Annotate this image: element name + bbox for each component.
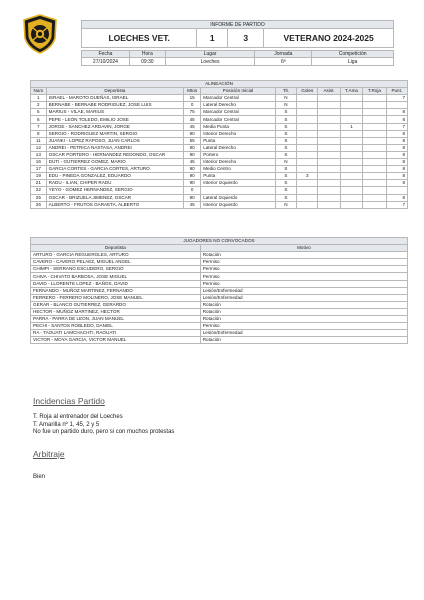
lineup-cell: 13 [31,151,47,158]
lineup-cell [297,109,318,116]
table-row [31,201,408,208]
table-row [31,280,408,287]
lineup-cell [318,123,340,130]
table-row [31,159,408,166]
lineup-cell: N [275,95,296,102]
lineup-col-header: Asist. [318,88,340,95]
not-called-cell: Lesión/Enfermedad [200,330,407,337]
table-row [31,137,408,144]
lineup-cell: 16 [31,159,47,166]
lineup-cell [318,130,340,137]
lineup-cell [318,180,340,187]
lineup-cell: S [275,130,296,137]
match-info-table [81,50,394,66]
table-row [31,187,408,194]
not-called-cell: CHIMPI - SERRANO ESCUDERO, SERGIO [31,266,201,273]
lineup-cell [297,137,318,144]
lineup-cell [386,102,407,109]
info-value: Loeches [165,58,255,66]
lineup-cell: ISRAEL - MAROTO DUEÑAS, ISRAEL [46,95,183,102]
lineup-cell [297,194,318,201]
lineup-cell [318,201,340,208]
lineup-cell: OSCAR - BRIZUELA JIMENEZ, OSCAR [46,194,183,201]
lineup-cell: S [275,166,296,173]
incident-line: No fue un partido duro, pero si con muchos protestas [33,429,175,435]
refereeing-heading: Arbitraje [33,449,65,459]
lineup-cell [363,173,386,180]
lineup-cell [340,166,362,173]
lineup-cell [363,180,386,187]
lineup-cell: 26 [31,201,47,208]
lineup-cell: Media Punta [201,123,276,130]
lineup-cell: Punta [201,137,276,144]
lineup-cell: Marcador Central [201,116,276,123]
lineup-cell: 90 [184,144,201,151]
home-team: LOECHES VET. [82,29,197,48]
not-called-cell: DAVID - LLORENTE LOPEZ - BAÑOS, DAVID [31,280,201,287]
lineup-cell: 45 [184,123,201,130]
lineup-cell [363,102,386,109]
lineup-cell: 8 [386,151,407,158]
not-called-cell: Permiso [200,280,407,287]
table-row [31,287,408,294]
lineup-cell: 90 [184,166,201,173]
lineup-cell [340,180,362,187]
lineup-cell: 19 [31,173,47,180]
lineup-table [30,80,408,209]
lineup-cell: Medio Centro [201,166,276,173]
not-called-cell: Rotación [200,337,407,344]
lineup-cell: 0 [184,187,201,194]
table-row [31,330,408,337]
lineup-col-header: Mtos [184,88,201,95]
lineup-cell [340,109,362,116]
lineup-cell: SERGIO - RODRIGUEZ MARTIN, SERGIO [46,130,183,137]
lineup-cell [363,116,386,123]
lineup-cell: 0 [184,102,201,109]
lineup-cell [363,130,386,137]
table-row [31,151,408,158]
lineup-cell [340,130,362,137]
lineup-cell [297,130,318,137]
table-row [31,144,408,151]
lineup-cell [297,116,318,123]
lineup-cell [318,102,340,109]
lineup-cell [318,173,340,180]
lineup-col-header: T.Roja [363,88,386,95]
lineup-cell: 5 [31,109,47,116]
not-called-cell: FERNANDO - MUÑOZ MARTINEZ, FERNANDO [31,287,201,294]
not-called-cell: PARRA - PARRA DE LEON, JUAN MANUEL [31,316,201,323]
info-label: Lugar [165,51,255,58]
info-value: 27/10/2024 [82,58,130,66]
lineup-cell: 75 [184,109,201,116]
lineup-cell: 8 [31,130,47,137]
not-called-cell: Permiso [200,323,407,330]
table-row [31,337,408,344]
lineup-cell [318,159,340,166]
lineup-col-header: Deportista [46,88,183,95]
not-called-cell: Rotación [200,252,407,259]
lineup-cell: OSCAR PORTERO - HERNANDEZ REDONDO, OSCAR [46,151,183,158]
lineup-cell: Interior Izquierdo [201,180,276,187]
lineup-cell [363,201,386,208]
lineup-cell [297,123,318,130]
away-team: VETERANO 2024-2025 [264,29,394,48]
lineup-cell: 12 [31,144,47,151]
lineup-cell: 8 [386,180,407,187]
lineup-cell: 55 [184,137,201,144]
lineup-cell [297,166,318,173]
lineup-caption: ALINEACIÓN [31,81,408,88]
not-called-cell: Lesión/Enfermedad [200,287,407,294]
not-called-col-header: Deportista [31,245,201,252]
lineup-cell [297,144,318,151]
lineup-cell [340,102,362,109]
refereeing-text: Bien [33,474,46,480]
lineup-cell: S [275,123,296,130]
lineup-cell [363,109,386,116]
info-value: 6ª [255,58,312,66]
lineup-cell [340,194,362,201]
lineup-cell: 2 [31,102,47,109]
lineup-cell: Interior Derecho [201,159,276,166]
table-row [31,166,408,173]
info-label: Fecha [82,51,130,58]
lineup-cell [363,123,386,130]
info-label: Competición [312,51,394,58]
lineup-cell [318,166,340,173]
lineup-cell: ANDREI - PETRICA NASTASA, ANDREI [46,144,183,151]
away-score: 3 [228,29,264,48]
lineup-cell [386,187,407,194]
table-row [31,95,408,102]
not-called-cell: Lesión/Enfermedad [200,294,407,301]
lineup-cell: 8 [386,137,407,144]
lineup-cell: 17 [31,166,47,173]
lineup-cell: 1 [340,123,362,130]
not-called-cell: PECHI - SANTOS ROBLEDO, DANIEL [31,323,201,330]
lineup-cell: JORGE - SANCHEZ ARDAVIN, JORGE [46,123,183,130]
lineup-cell: RADU - ILIAN, CHIPER RADU [46,180,183,187]
lineup-cell: 7 [386,95,407,102]
table-row [31,316,408,323]
lineup-cell: 45 [184,116,201,123]
lineup-cell: S [275,194,296,201]
table-row [31,273,408,280]
not-called-cell: RA - TAOUATI LAMCHACHTI, RAOUATI [31,330,201,337]
lineup-cell [318,144,340,151]
lineup-cell: 8 [386,194,407,201]
lineup-cell: 90 [184,180,201,187]
lineup-cell: DUTI - GUTIERREZ GOMEZ, MARIO [46,159,183,166]
lineup-cell [363,137,386,144]
lineup-cell [297,187,318,194]
not-called-cell: CAVERO - CAVERO PELAEZ, MIGUEL ANGEL [31,259,201,266]
lineup-cell [363,159,386,166]
table-row [31,294,408,301]
lineup-cell: 90 [184,173,201,180]
lineup-cell: 7 [386,123,407,130]
club-crest-logo [22,14,58,54]
lineup-cell: 21 [31,180,47,187]
not-called-cell: Rotación [200,316,407,323]
lineup-cell: 11 [31,137,47,144]
lineup-cell [340,137,362,144]
not-called-col-header: Motivo [200,245,407,252]
lineup-cell: 90 [184,130,201,137]
lineup-cell: S [275,116,296,123]
lineup-col-header: Posición Inicial [201,88,276,95]
not-called-cell: HECTOR - MUÑOZ MARTINEZ, HECTOR [31,308,201,315]
lineup-cell: 7 [31,123,47,130]
lineup-cell [297,159,318,166]
lineup-cell: Lateral Derecho [201,102,276,109]
lineup-col-header: Tit. [275,88,296,95]
lineup-cell [318,194,340,201]
lineup-cell [363,187,386,194]
not-called-cell: Rotación [200,308,407,315]
table-row [31,173,408,180]
lineup-cell [340,95,362,102]
lineup-cell: Portero [201,151,276,158]
lineup-cell: 1 [31,95,47,102]
lineup-col-header: Num [31,88,47,95]
lineup-cell: 6 [31,116,47,123]
lineup-cell [297,95,318,102]
not-called-cell: GERAR - BLANCO GUTIERREZ, GERARDO [31,301,201,308]
info-label: Jornada [255,51,312,58]
table-row [31,130,408,137]
lineup-cell: S [275,187,296,194]
lineup-cell: S [275,109,296,116]
table-row [31,180,408,187]
lineup-cell: Lateral Izquierdo [201,194,276,201]
lineup-cell: 90 [184,194,201,201]
not-called-cell: Permiso [200,266,407,273]
table-row [31,194,408,201]
lineup-cell: JUANKI - LOPEZ RAPOSO, JUAN CARLOS [46,137,183,144]
lineup-cell: 8 [386,144,407,151]
lineup-cell: S [275,173,296,180]
incident-line: T. Amarilla nº 1, 45, 2 y 5 [33,421,100,428]
lineup-cell: PEPE - LEÓN TOLEDO, EMILIO JOSE [46,116,183,123]
home-score: 1 [197,29,228,48]
table-row [31,109,408,116]
lineup-cell: 8 [386,166,407,173]
match-header-table [81,20,394,48]
lineup-cell [318,109,340,116]
lineup-cell: Interior Derecho [201,130,276,137]
lineup-col-header: Goles [297,88,318,95]
table-row [31,308,408,315]
lineup-cell: ALBERTO - FRUTOS GARAETA, ALBERTO [46,201,183,208]
lineup-cell: EDU - PINEDA GONZALEZ, EDUARDO [46,173,183,180]
lineup-cell [318,137,340,144]
lineup-cell [340,144,362,151]
lineup-cell: N [275,102,296,109]
lineup-cell: 8 [386,109,407,116]
lineup-cell: N [275,201,296,208]
lineup-cell: 25 [31,194,47,201]
lineup-cell [363,166,386,173]
lineup-cell [363,194,386,201]
lineup-cell [297,201,318,208]
info-value: Liga [312,58,394,66]
lineup-cell: Lateral Derecho [201,144,276,151]
lineup-cell [297,102,318,109]
info-value: 09:30 [129,58,165,66]
table-row [31,102,408,109]
table-row [31,266,408,273]
lineup-cell [340,159,362,166]
not-called-cell: Permiso [200,259,407,266]
lineup-cell [318,151,340,158]
table-row [31,323,408,330]
incidents-text [33,414,174,437]
lineup-cell [318,187,340,194]
not-called-cell: ARTURO - GARCIA REGUEROLES, ARTURO [31,252,201,259]
lineup-cell [363,144,386,151]
lineup-cell: 7 [386,201,407,208]
lineup-cell [363,95,386,102]
lineup-cell: GARCIA CORTES - GARCIA CORTES, ARTURO [46,166,183,173]
lineup-cell [201,187,276,194]
lineup-cell [340,173,362,180]
lineup-cell [363,151,386,158]
lineup-cell: 45 [184,159,201,166]
table-row [31,252,408,259]
table-row [31,301,408,308]
incident-line: T. Roja al entrenador del Loeches [33,414,123,420]
lineup-cell [340,187,362,194]
lineup-col-header: T.Ama [340,88,362,95]
lineup-cell: YEYO - GOMEZ HERNANDEZ, SERGIO [46,187,183,194]
lineup-cell: S [275,144,296,151]
lineup-cell: S [275,180,296,187]
lineup-cell: S [275,137,296,144]
lineup-col-header: Punt. [386,88,407,95]
lineup-cell [297,180,318,187]
lineup-cell: 3 [297,173,318,180]
not-called-cell: CHIVA - CHIVATO BARBOSA, JOSE MIGUEL [31,273,201,280]
lineup-cell: Marcador Central [201,95,276,102]
lineup-cell: Interior Izquierdo [201,201,276,208]
lineup-cell: 8 [386,116,407,123]
table-row [31,123,408,130]
lineup-cell: 22 [31,187,47,194]
lineup-cell: 15 [184,95,201,102]
not-called-cell: Rotación [200,301,407,308]
lineup-cell: 45 [184,201,201,208]
lineup-cell [340,201,362,208]
lineup-cell: N [275,159,296,166]
lineup-cell: MARIUS - VILAE, MARIUS [46,109,183,116]
lineup-cell: 8 [386,130,407,137]
lineup-cell [340,116,362,123]
lineup-cell: Punta [201,173,276,180]
lineup-cell: BERNABE - BERNABE RODRIGUEZ, JOSE LUIS [46,102,183,109]
lineup-cell: Marcador Central [201,109,276,116]
report-caption: INFORME DE PARTIDO [82,21,394,29]
lineup-cell [318,116,340,123]
lineup-cell [318,95,340,102]
lineup-cell [297,151,318,158]
table-row [31,116,408,123]
lineup-cell: 8 [386,159,407,166]
not-called-caption: JUGADORES NO CONVOCADOS [31,238,408,245]
not-called-cell: Permiso [200,273,407,280]
lineup-cell: 8 [386,173,407,180]
lineup-cell: 90 [184,151,201,158]
table-row [31,259,408,266]
lineup-cell [340,151,362,158]
not-called-table [30,237,408,344]
lineup-cell: S [275,151,296,158]
not-called-cell: FERRERO - FERRERO MOLINERO, JOSE MANUEL [31,294,201,301]
info-label: Hora [129,51,165,58]
incidents-heading: Incidencias Partido [33,396,105,406]
not-called-cell: VICTOR - MOYA GARCIA, VICTOR MANUEL [31,337,201,344]
